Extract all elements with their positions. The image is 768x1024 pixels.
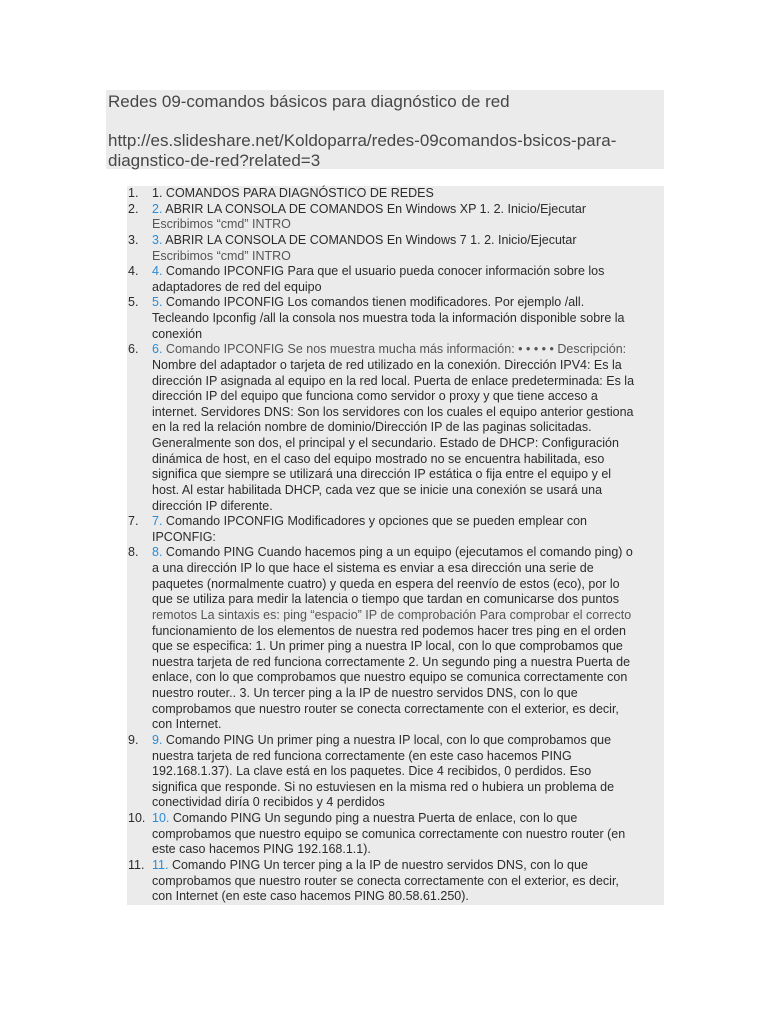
slide-text-line (152, 733, 664, 749)
slide-text-line: dirección IP asignada al equipo en la red local. Puerta de enlace predeterminada: Es la (152, 373, 635, 388)
slide-text-line (152, 186, 664, 202)
slide-number-link[interactable]: 10. (152, 811, 170, 825)
slide-text-line: nuestra tarjeta de red funciona correctamente 2. Un segundo ping a nuestra Puerta de (152, 654, 631, 669)
slide-number-link[interactable]: 7. (152, 514, 163, 529)
list-number: 5. (128, 295, 139, 310)
slide-text-line: significa que responde. Si no estuviesen en la misma red o hubiera un problema de (152, 779, 615, 794)
slide-number-link[interactable]: 9. (152, 732, 163, 747)
slide-text-line: comprobamos que nuestro router se conecta correctamente con el exterior, es decir, (152, 701, 619, 716)
slide-item (127, 858, 664, 905)
slide-item (127, 186, 664, 202)
slide-text-line: nuestro router.. 3. Un tercer ping a la IP de nuestro servidos DNS, con lo que (152, 686, 578, 700)
slide-text-line: nuestra tarjeta de red funciona correctamente (en este caso hacemos PING (152, 748, 572, 763)
slide-text: Comando PING Cuando hacemos ping a un equipo (ejecutamos el comando ping) o (165, 545, 633, 560)
slide-item (127, 342, 664, 514)
slide-number-link[interactable]: 11. (152, 857, 169, 872)
slide-text: Comando PING Un primer ping a nuestra IP local, con lo que comprobamos que (165, 732, 612, 747)
slide-text: Comando IPCONFIG Para que el usuario pueda conocer información sobre los (165, 264, 605, 279)
slide-text-line: Generalmente son dos, el principal y el secundario. Estado de DHCP: Configuración (152, 436, 619, 450)
slide-text-line: este caso hacemos PING 192.168.1.1). (152, 842, 371, 857)
slide-item (127, 295, 664, 342)
slide-text-line: enlace, con lo que comprobamos que nuestro equipo se comunica correctamente con (152, 670, 628, 685)
slide-item (127, 202, 664, 233)
slide-text-line: con Internet (en este caso hacemos PING 80.58.61.250). (152, 889, 469, 904)
slide-text-line: Escribimos “cmd” INTRO (152, 248, 291, 263)
slide-text-line: Nombre del adaptador o tarjeta de red utilizado en la conexión. Dirección IPV4: Es la (152, 357, 622, 372)
slide-text: Comando IPCONFIG Modificadores y opciones que se pueden emplear con (165, 514, 587, 529)
slide-item (127, 811, 664, 858)
list-number: 2. (128, 201, 139, 216)
slide-number-link[interactable]: 8. (152, 545, 163, 560)
slide-text-line: paquetes (normalmente cuatro) y queda en espera del reenvío de estos (eco), por lo (152, 576, 620, 591)
list-number: 10. (128, 811, 146, 825)
slide-text-line: a una dirección IP lo que hace el sistema es enviar a esa dirección una serie de (152, 561, 594, 575)
source-header (106, 90, 664, 169)
slide-number-link[interactable]: 6. (152, 342, 163, 357)
slide-text: ABRIR LA CONSOLA DE COMANDOS En Windows 7 1. 2. Inicio/Ejecutar (165, 232, 577, 247)
slide-text-line (152, 264, 664, 280)
slide-text-line: en la red la relación nombre de dominio/Dirección IP de las paginas solicitadas. (152, 420, 592, 435)
header-spacer (108, 112, 664, 132)
list-number: 3. (128, 232, 139, 247)
slide-text: Comando IPCONFIG Los comandos tienen modificadores. Por ejemplo /all. (165, 295, 585, 310)
list-number: 4. (128, 264, 139, 279)
slide-text-line (152, 295, 664, 311)
slide-text: Comando IPCONFIG Se nos muestra mucha más información: • • • • • Descripción: (165, 342, 627, 357)
list-number: 8. (128, 545, 139, 560)
slide-text-line (152, 811, 664, 827)
slide-text-line: que se especifica: 1. Un primer ping a nuestra IP local, con lo que comprobamos que (152, 639, 623, 654)
slide-text-line: dirección IP del equipo que funciona como servidor o proxy y que tiene acceso a (152, 389, 598, 404)
slide-text-line: adaptadores de red del equipo (152, 279, 322, 294)
slide-text-line: host. Al estar habilitada DHCP, cada vez que se inicie una conexión se usará una (152, 482, 603, 497)
slide-text-line (152, 233, 664, 249)
slide-text-line: con Internet. (152, 717, 222, 732)
slide-text-line: dirección IP diferente. (152, 498, 273, 513)
slide-number-link[interactable]: 4. (152, 264, 163, 279)
list-number: 11. (128, 857, 145, 872)
slide-text-line: dinámica de host, en el caso del equipo mostrado no se encuentra habilitada, eso (152, 451, 605, 466)
slide-text: Comando PING Un segundo ping a nuestra Puerta de enlace, con lo que (172, 811, 578, 825)
slide-text-line: comprobamos que nuestro router se conecta correctamente con el exterior, es decir, (152, 873, 619, 888)
slide-text-line (152, 342, 664, 358)
slide-text-line (152, 858, 664, 874)
list-number: 9. (128, 732, 139, 747)
slide-text-line: internet. Servidores DNS: Son los servidores con los cuales el equipo anterior gestiona (152, 404, 634, 419)
slide-text: Comando PING Un tercer ping a la IP de nuestro servidos DNS, con lo que (171, 857, 588, 872)
slide-list (127, 186, 664, 905)
slide-text-line: 192.168.1.37). La clave está en los paquetes. Dice 4 recibidos, 0 perdidos. Eso (152, 764, 592, 779)
source-url-line: http://es.slideshare.net/Koldoparra/redes-09comandos-bsicos-para- (108, 131, 617, 150)
slide-text-line: conectividad diría 0 recibidos y 4 perdidos (152, 795, 385, 810)
slide-text: COMANDOS PARA DIAGNÓSTICO DE REDES (165, 186, 434, 200)
list-number: 7. (128, 514, 139, 529)
slide-text-line: que se utiliza para medir la latencia o tiempo que tardan en comunicarse dos puntos (152, 592, 619, 607)
slide-number: 1. (152, 186, 163, 200)
slide-text-line: conexión (152, 326, 203, 341)
slide-item (127, 733, 664, 811)
slide-text-line: significa que siempre se utilizará una dirección IP estática o fija entre el equipo y el (152, 467, 612, 482)
slide-item (127, 264, 664, 295)
slide-text-line: funcionamiento de los elementos de nuestra red podemos hacer tres ping en el orden (152, 623, 626, 638)
slide-item (127, 514, 664, 545)
slide-text-line: IPCONFIG: (152, 529, 216, 544)
source-url-line: diagnstico-de-red?related=3 (108, 150, 321, 170)
slide-number-link[interactable]: 3. (152, 232, 163, 247)
slide-item (127, 233, 664, 264)
slide-text-line: comprobamos que nuestro equipo se comunica correctamente con nuestro router (en (152, 826, 626, 841)
slide-number-link[interactable]: 5. (152, 295, 163, 310)
slide-text-line (152, 545, 664, 561)
slide-text-line: Tecleando Ipconfig /all la consola nos muestra toda la información disponible sobre la (152, 311, 625, 325)
slide-number-link[interactable]: 2. (152, 201, 163, 216)
slide-item (127, 545, 664, 733)
list-number: 6. (128, 342, 139, 357)
slide-text: ABRIR LA CONSOLA DE COMANDOS En Windows XP 1. 2. Inicio/Ejecutar (165, 201, 586, 216)
document-title: Redes 09-comandos básicos para diagnóstico de red (108, 92, 510, 111)
slide-text-line (152, 514, 664, 530)
slide-text-line: Escribimos “cmd” INTRO (152, 217, 291, 232)
slide-text-line: remotos La sintaxis es: ping “espacio” IP de comprobación Para comprobar el correcto (152, 607, 632, 622)
list-number: 1. (128, 186, 139, 200)
slide-text-line (152, 202, 664, 218)
